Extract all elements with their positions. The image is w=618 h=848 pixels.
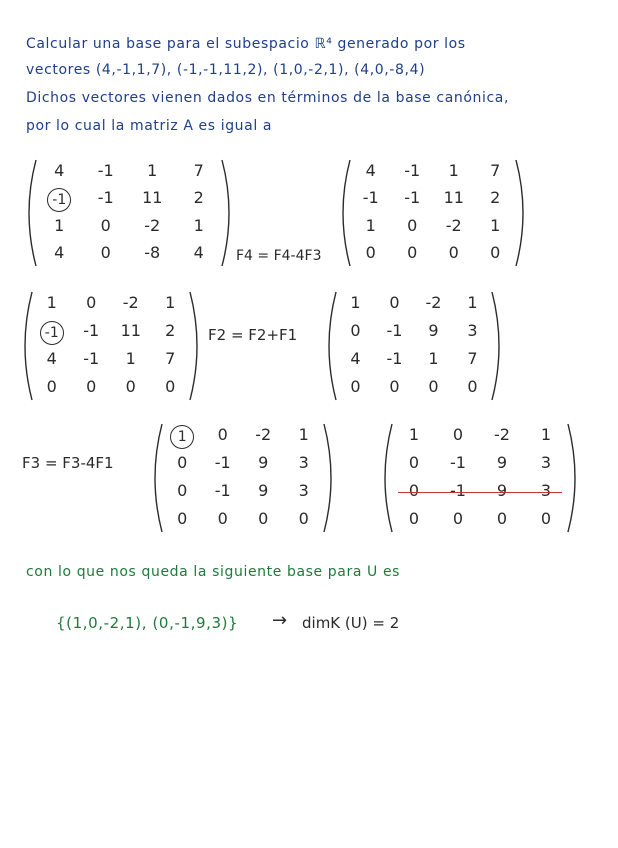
matrix-cell: 0: [408, 481, 420, 500]
matrix-cell: 0: [389, 377, 400, 396]
matrix-cell: -1: [362, 188, 379, 208]
matrix-a: [24, 158, 234, 268]
matrix-cell: -1: [214, 453, 231, 472]
left-parenthesis: [343, 160, 350, 266]
matrix-cell: -1: [214, 481, 231, 500]
matrix-cell: 0: [86, 377, 97, 396]
matrix-cell: 1: [298, 425, 309, 444]
basis-set: {(1,0,-2,1), (0,-1,9,3)}: [56, 614, 239, 632]
matrix-cell: 9: [496, 453, 508, 472]
strike-through-line: [398, 492, 562, 493]
intro-line-3: Dichos vectores vienen dados en términos de la base canónica,: [26, 90, 510, 106]
matrix-cell: 4: [46, 349, 57, 368]
matrix-cell: 0: [365, 243, 376, 263]
matrix-cell: 4: [350, 349, 361, 368]
matrix-final: [380, 422, 580, 534]
right-parenthesis: [222, 160, 229, 266]
matrix-cell: -1: [83, 321, 100, 340]
right-parenthesis: [568, 424, 575, 532]
matrix-cell: 1: [408, 425, 420, 444]
matrix-cell: -1: [404, 160, 421, 180]
matrix-cell: 4: [54, 160, 65, 180]
matrix-cell: -8: [144, 243, 161, 263]
matrix-cell: 1: [147, 160, 158, 180]
matrix-cell: 4: [193, 243, 204, 263]
matrix-cell: -1: [386, 349, 403, 368]
matrix-cell: 7: [165, 349, 176, 368]
matrix-cell: 0: [467, 377, 478, 396]
right-parenthesis: [492, 292, 499, 400]
matrix-cell: 1: [350, 293, 361, 312]
matrix-cell: 2: [165, 321, 176, 340]
matrix-cell: 3: [298, 453, 309, 472]
matrix-cell: 3: [467, 321, 478, 340]
matrix-cell: [32, 321, 72, 345]
matrix-cell: 1: [165, 293, 176, 312]
dimension-result: dimK (U) = 2: [302, 614, 400, 632]
matrix-cell: -2: [122, 293, 139, 312]
matrix-cell: 1: [490, 215, 501, 235]
matrix-cell: 1: [365, 215, 376, 235]
matrix-cell: 0: [298, 509, 309, 528]
matrix-cell: 9: [428, 321, 439, 340]
matrix-cell: 0: [540, 509, 552, 528]
matrix-cell: 0: [389, 293, 400, 312]
matrix-cell: 3: [540, 453, 552, 472]
matrix-cell: -2: [445, 215, 462, 235]
right-parenthesis: [190, 292, 197, 400]
matrix-after-f4: [338, 158, 528, 268]
matrix-cell: -1: [97, 160, 114, 180]
intro-line-2: vectores (4,-1,1,7), (-1,-1,11,2), (1,0,-2,1), (4,0,-8,4): [26, 62, 426, 78]
matrix-cell: 1: [46, 293, 57, 312]
matrix-swapped: [20, 290, 202, 402]
matrix-cell: 0: [428, 377, 439, 396]
matrix-cell: 1: [54, 215, 65, 235]
matrix-cell: [39, 188, 79, 212]
matrix-cell: 9: [496, 481, 508, 500]
matrix-after-f2: [324, 290, 504, 402]
matrix-cell: 0: [217, 509, 228, 528]
pivot-circle: 1: [170, 425, 194, 449]
matrix-cell: 3: [298, 481, 309, 500]
matrix-cell: 0: [100, 243, 111, 263]
matrix-cell: -1: [83, 349, 100, 368]
matrix-cell: 11: [142, 188, 163, 208]
matrix-cell: 7: [467, 349, 478, 368]
matrix-cell: 0: [258, 509, 269, 528]
matrix-cell: [162, 425, 202, 449]
matrix-cell: 0: [125, 377, 136, 396]
implies-arrow: →: [272, 610, 288, 631]
matrix-cell: 0: [350, 321, 361, 340]
matrix-cell: 0: [408, 453, 420, 472]
matrix-cell: 1: [428, 349, 439, 368]
matrix-cell: 0: [452, 425, 464, 444]
matrix-cell: 0: [86, 293, 97, 312]
left-parenthesis: [29, 160, 36, 266]
matrix-cell: 11: [443, 188, 464, 208]
matrix-cell: 1: [125, 349, 136, 368]
matrix-cell: 11: [120, 321, 141, 340]
matrix-cell: 2: [490, 188, 501, 208]
matrix-after-f3: [150, 422, 336, 534]
pivot-circle: -1: [40, 321, 64, 345]
right-parenthesis: [516, 160, 523, 266]
intro-line-4: por lo cual la matriz A es igual a: [26, 118, 273, 134]
matrix-cell: 0: [407, 243, 418, 263]
matrix-cell: -1: [97, 188, 114, 208]
matrix-cell: 0: [177, 481, 188, 500]
matrix-cell: -2: [494, 425, 510, 444]
matrix-cell: -2: [255, 425, 272, 444]
matrix-cell: 9: [258, 481, 269, 500]
left-parenthesis: [155, 424, 162, 532]
matrix-cell: 3: [540, 481, 552, 500]
matrix-cell: 0: [496, 509, 508, 528]
matrix-cell: -1: [386, 321, 403, 340]
left-parenthesis: [385, 424, 392, 532]
matrix-cell: 0: [177, 509, 188, 528]
matrix-cell: 0: [165, 377, 176, 396]
matrix-cell: -1: [450, 481, 466, 500]
matrix-cell: -2: [144, 215, 161, 235]
matrix-cell: 0: [408, 509, 420, 528]
matrix-cell: 7: [490, 160, 501, 180]
pivot-circle: -1: [47, 188, 71, 212]
conclusion-text: con lo que nos queda la siguiente base para U es: [26, 564, 401, 580]
intro-line-1: Calcular una base para el subespacio ℝ⁴ generado por los: [26, 36, 466, 52]
matrix-cell: 0: [217, 425, 228, 444]
matrix-cell: 0: [490, 243, 501, 263]
matrix-cell: 0: [350, 377, 361, 396]
matrix-cell: -2: [425, 293, 442, 312]
matrix-cell: -1: [450, 453, 466, 472]
matrix-cell: 1: [448, 160, 459, 180]
row-operation-f2: F2 = F2+F1: [208, 326, 298, 344]
matrix-cell: 0: [407, 215, 418, 235]
row-operation-f4: F4 = F4-4F3: [236, 248, 322, 264]
matrix-cell: -1: [404, 188, 421, 208]
matrix-cell: 7: [193, 160, 204, 180]
matrix-cell: 4: [365, 160, 376, 180]
matrix-cell: 4: [54, 243, 65, 263]
matrix-cell: 0: [452, 509, 464, 528]
matrix-cell: 1: [193, 215, 204, 235]
matrix-cell: 0: [46, 377, 57, 396]
matrix-cell: 1: [540, 425, 552, 444]
matrix-cell: 1: [467, 293, 478, 312]
matrix-cell: 2: [193, 188, 204, 208]
matrix-cell: 0: [448, 243, 459, 263]
matrix-cell: 0: [100, 215, 111, 235]
row-operation-f3: F3 = F3-4F1: [22, 454, 114, 472]
right-parenthesis: [324, 424, 331, 532]
matrix-cell: 0: [177, 453, 188, 472]
matrix-cell: 9: [258, 453, 269, 472]
